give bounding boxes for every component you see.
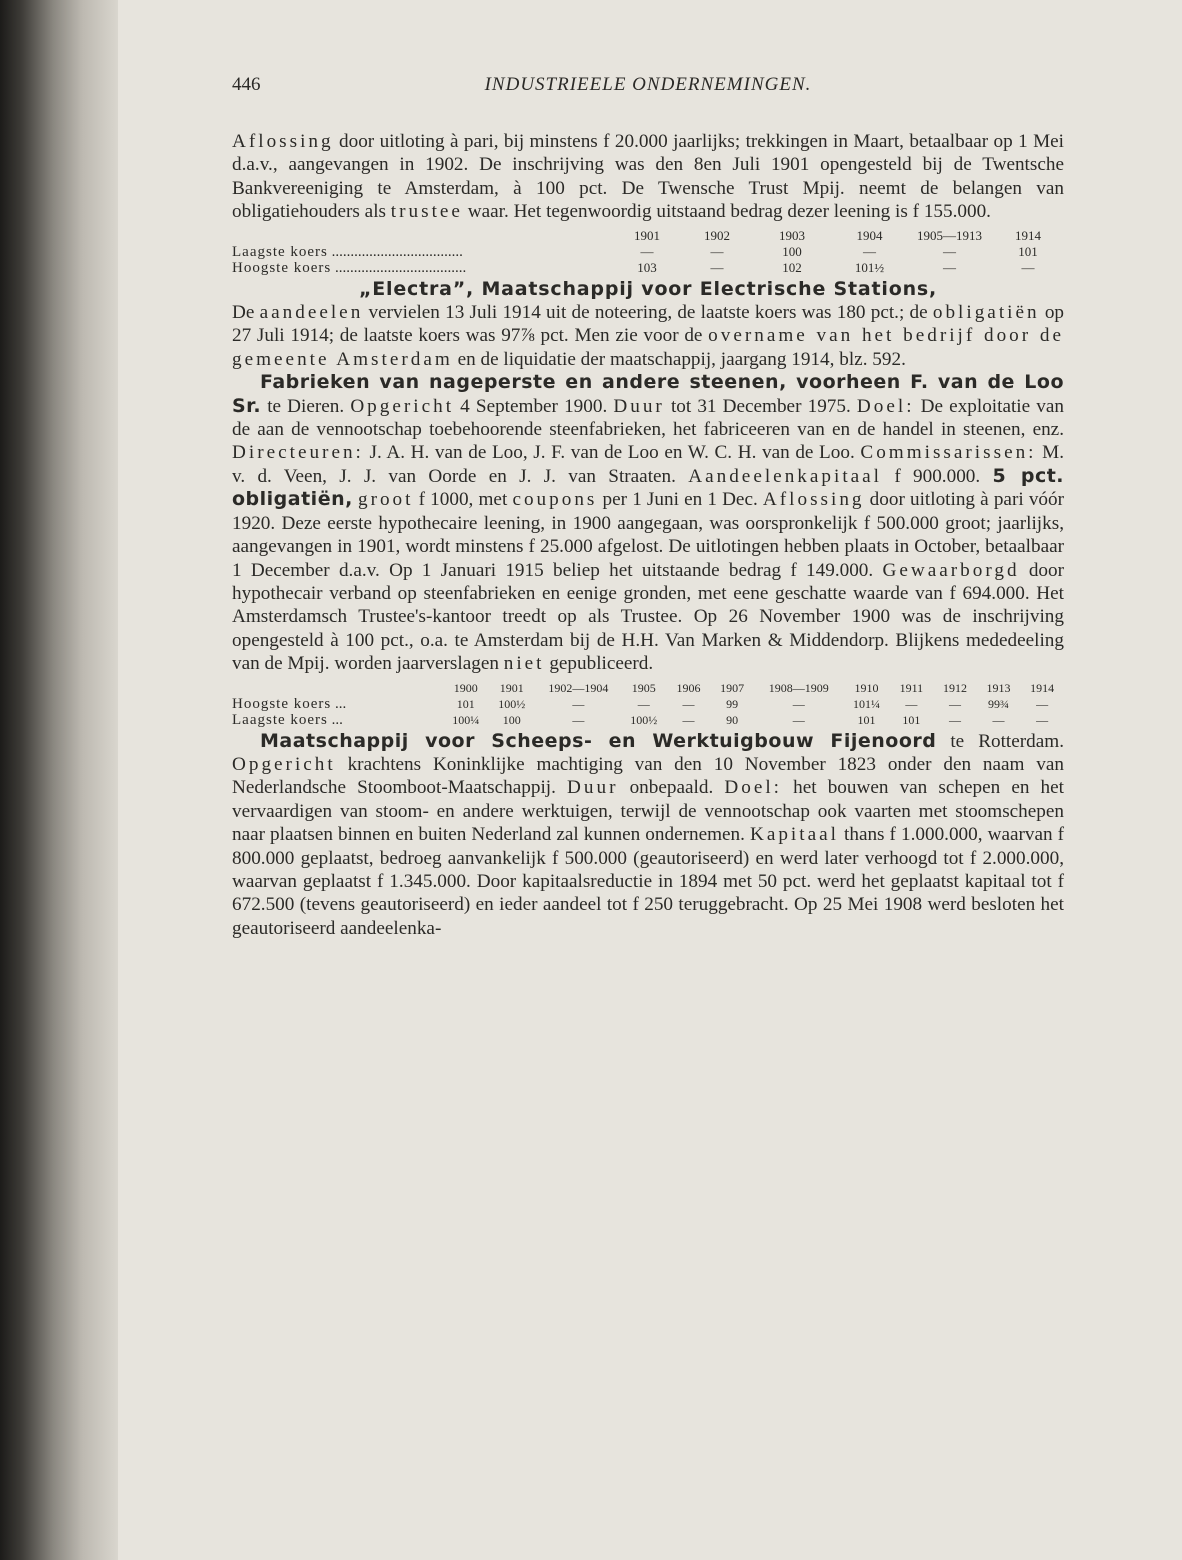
text-run: De exploitatie van de aan de vennootschap toebehoorende steenfabrieken, het fabriceeren van en de handel in steenen, enz. bbox=[232, 395, 1064, 441]
table-cell: 101 bbox=[456, 696, 475, 711]
year-header: 1910 bbox=[854, 680, 879, 695]
leader-dots: ... bbox=[335, 695, 347, 712]
table-row bbox=[232, 696, 1064, 712]
page-body bbox=[232, 130, 1064, 940]
intro-paragraph bbox=[232, 130, 1064, 224]
table-cell: 100½ bbox=[498, 696, 526, 711]
table-row bbox=[232, 712, 1064, 728]
year-header: 1908—1909 bbox=[768, 680, 829, 695]
leader-dots: ... bbox=[331, 711, 343, 728]
row-label: Hoogste koers bbox=[232, 695, 332, 712]
table-cell: — bbox=[637, 696, 650, 711]
text-run: te Dieren. bbox=[261, 395, 351, 417]
year-header: 1913 bbox=[986, 680, 1011, 695]
table-cell: — bbox=[948, 696, 961, 711]
year-header: 1900 bbox=[453, 680, 478, 695]
table-cell: 100 bbox=[502, 712, 521, 727]
year-header: 1905—1913 bbox=[917, 227, 982, 243]
entry-title: Maatschappij voor Scheeps- en Werktuigbouw Fijenoord bbox=[260, 729, 937, 752]
spaced-term: aandeelen bbox=[259, 302, 364, 324]
table-cell: 103 bbox=[637, 259, 657, 275]
table-cell: — bbox=[572, 712, 585, 727]
text-run: onbepaald. bbox=[618, 777, 725, 799]
spaced-term: Gewaarborgd bbox=[882, 559, 1020, 581]
leader-dots: ................................... bbox=[335, 259, 467, 276]
text-run: tot 31 December 1975. bbox=[664, 395, 857, 417]
text-run: thans f 1.000.000, waarvan f 800.000 geplaatst, bedroeg aanvankelijk f 500.000 (geautoriseerd) en werd later verhoogd tot f 2.000.000, waarvan geplaatst f 1.345.000. Door kapitaalsreductie in 1894 met 50 pct. werd het geplaatst kapitaal tot f 672.500 (tevens geautoriseerd) en ieder aandeel tot f 250 teruggebracht. Op 25 Mei 1908 werd besloten het geautoriseerd aandeelenka- bbox=[232, 824, 1065, 939]
table-cell: 100¼ bbox=[452, 712, 480, 727]
text-run: M. v. d. Veen, J. J. van Oorde en J. J. van Straaten. bbox=[232, 442, 1064, 487]
text-run: De bbox=[232, 302, 260, 324]
entry-title: Fabrieken van nageperste en andere steenen, voorheen F. van de Loo Sr. bbox=[232, 371, 1064, 417]
table-cell: 100 bbox=[782, 243, 802, 259]
spaced-term: Opgericht bbox=[232, 753, 336, 775]
entry-title: „Electra”, Maatschappij voor Electrische Stations, bbox=[358, 277, 938, 300]
fabrieken-entry bbox=[232, 371, 1064, 675]
running-title: INDUSTRIEELE ONDERNEMINGEN. bbox=[484, 74, 812, 95]
table-cell: — bbox=[572, 696, 585, 711]
table-header-row bbox=[232, 680, 1064, 696]
table-cell: — bbox=[682, 712, 695, 727]
table-cell: — bbox=[682, 696, 695, 711]
text-run: en de liquidatie der maatschappij, jaargang 1914, blz. 592. bbox=[452, 348, 906, 370]
table-cell: — bbox=[710, 243, 724, 259]
year-header: 1912 bbox=[942, 680, 967, 695]
spaced-term: obligatiën bbox=[932, 302, 1040, 324]
koers-table-2 bbox=[232, 680, 1064, 728]
text-run: 4 September 1900. bbox=[454, 395, 614, 417]
spaced-term: overname van het bedrijf door de gemeente Amsterdam bbox=[232, 325, 1064, 370]
table-cell: 101 bbox=[857, 712, 876, 727]
table-cell: — bbox=[792, 712, 805, 727]
page-header bbox=[232, 74, 1064, 104]
spaced-term: coupons bbox=[512, 489, 598, 511]
text-run: gepubliceerd. bbox=[544, 653, 654, 675]
year-header: 1902 bbox=[704, 227, 730, 243]
text-run: het bouwen van schepen en het vervaardigen van stoom- en andere werktuigen, terwijl de vennootschap ook vaarten met stoomschepen naar plaatsen binnen en buiten Nederland zal kunnen ondernemen. bbox=[232, 777, 1064, 846]
spaced-term: Kapitaal bbox=[749, 824, 839, 846]
table-cell: 101½ bbox=[854, 259, 885, 275]
text-run: f 900.000. bbox=[882, 465, 993, 487]
table-header-row bbox=[232, 228, 1064, 244]
spaced-term: Aandeelenkapitaal bbox=[688, 465, 883, 487]
table-cell: 101 bbox=[902, 712, 921, 727]
year-header: 1911 bbox=[899, 680, 924, 695]
spaced-term: Duur bbox=[567, 777, 619, 799]
table-cell: 101¼ bbox=[853, 696, 881, 711]
table-cell: — bbox=[1036, 696, 1049, 711]
electra-paragraph bbox=[232, 301, 1064, 371]
text-run: door uitloting à pari vóór 1920. Deze eerste hypothecaire leening, in 1900 aangegaan, was oorspronkelijk f 500.000 groot; jaarlijks, aangevangen in 1901, wordt minstens f 25.000 afgelost. De uitlotingen hebben plaats in October, betaalbaar 1 December d.a.v. Op 1 Januari 1915 beliep het uitstaande bedrag f 149.000. bbox=[232, 489, 1064, 581]
spaced-term: Duur bbox=[613, 395, 665, 417]
year-header: 1907 bbox=[720, 680, 745, 695]
row-label: Hoogste koers bbox=[232, 259, 332, 276]
table-cell: — bbox=[948, 712, 961, 727]
table-cell: — bbox=[992, 712, 1005, 727]
year-header: 1914 bbox=[1015, 227, 1041, 243]
text-run: J. A. H. van de Loo, J. F. van de Loo en W. C. H. van de Loo. bbox=[363, 442, 861, 464]
year-header: 1901 bbox=[634, 227, 660, 243]
table-cell: 100½ bbox=[630, 712, 658, 727]
table-row bbox=[232, 244, 1064, 260]
year-header: 1901 bbox=[499, 680, 524, 695]
spaced-term: trustee bbox=[390, 201, 463, 223]
table-cell: — bbox=[863, 243, 876, 259]
table-cell: 102 bbox=[782, 259, 802, 275]
table-cell: — bbox=[710, 259, 724, 275]
spaced-term: groot bbox=[357, 489, 414, 511]
table-cell: 90 bbox=[726, 712, 739, 727]
table-cell: — bbox=[943, 243, 956, 259]
year-header: 1906 bbox=[676, 680, 701, 695]
koers-table-1 bbox=[232, 228, 1064, 276]
year-header: 1903 bbox=[779, 227, 805, 243]
spaced-term: Aflossing bbox=[762, 489, 865, 511]
text-run: door uitloting à pari, bij minstens f 20.000 jaarlijks; trekkingen in Maart, betaalbaar op 1 Mei d.a.v., aangevangen in 1902. De inschrijving was den 8en Juli 1901 opengesteld bij de Twentsche Bankvereeniging te Amsterdam, à 100 pct. De Twensche Trust Mpij. neemt de belangen van obligatiehouders als bbox=[232, 131, 1064, 223]
leader-dots: ................................... bbox=[331, 243, 463, 260]
bond-heading: 5 pct. obligatiën, bbox=[232, 464, 1065, 511]
page-number: 446 bbox=[232, 74, 261, 95]
year-header: 1904 bbox=[856, 227, 883, 243]
spaced-term: Doel: bbox=[856, 395, 915, 417]
table-cell: 101 bbox=[1018, 243, 1038, 259]
spaced-term: Opgericht bbox=[350, 395, 455, 417]
table-cell: — bbox=[792, 696, 805, 711]
table-cell: — bbox=[1036, 712, 1049, 727]
table-cell: — bbox=[1021, 259, 1035, 275]
book-binding-shadow bbox=[0, 0, 118, 1560]
spaced-term: Commissarissen: bbox=[860, 442, 1037, 464]
electra-entry bbox=[232, 278, 1064, 301]
text-run: te Rotterdam. bbox=[936, 730, 1064, 752]
year-header: 1905 bbox=[631, 680, 656, 695]
row-label: Laagste koers bbox=[232, 711, 328, 728]
table-cell: — bbox=[640, 243, 654, 259]
fijenoord-entry bbox=[232, 730, 1064, 941]
year-header: 1902—1904 bbox=[548, 680, 609, 695]
row-label: Laagste koers bbox=[232, 243, 328, 260]
text-run: waar. Het tegenwoordig uitstaand bedrag dezer leening is f 155.000. bbox=[462, 201, 991, 223]
year-header: 1914 bbox=[1030, 680, 1055, 695]
text-run: door hypothecair verband op steenfabrieken en eenige gronden, met eene geschatte waarde van f 694.000. Het Amsterdamsch Trustee's-kantoor treedt op als Trustee. Op 26 November 1900 was de inschrijving opengesteld à 100 pct., o.a. te Amsterdam bij de H.H. Van Marken & Middendorp. Blijkens mededeeling van de Mpij. worden jaarverslagen bbox=[232, 559, 1065, 675]
text-run: per 1 Juni en 1 Dec. bbox=[597, 489, 763, 511]
spaced-term: Aflossing bbox=[232, 131, 334, 152]
text-run: f 1000, met bbox=[413, 489, 513, 511]
spaced-term: Directeuren: bbox=[232, 442, 364, 464]
table-row bbox=[232, 260, 1064, 276]
table-cell: 99 bbox=[726, 696, 739, 711]
text-run: vervielen 13 Juli 1914 uit de noteering, de laatste koers was 180 pct.; de bbox=[363, 302, 933, 324]
table-cell: — bbox=[905, 696, 918, 711]
text-run: op 27 Juli 1914; de laatste koers was 97⅞ pct. Men zie voor de bbox=[232, 302, 1064, 347]
table-cell: — bbox=[943, 259, 956, 275]
spaced-term: niet bbox=[503, 653, 545, 675]
spaced-term: Doel: bbox=[724, 777, 783, 799]
table-cell: 99¾ bbox=[988, 696, 1010, 711]
text-run: krachtens Koninklijke machtiging van den 10 November 1823 onder den naam van Nederlandsche Stoomboot-Maatschappij. bbox=[232, 753, 1064, 799]
